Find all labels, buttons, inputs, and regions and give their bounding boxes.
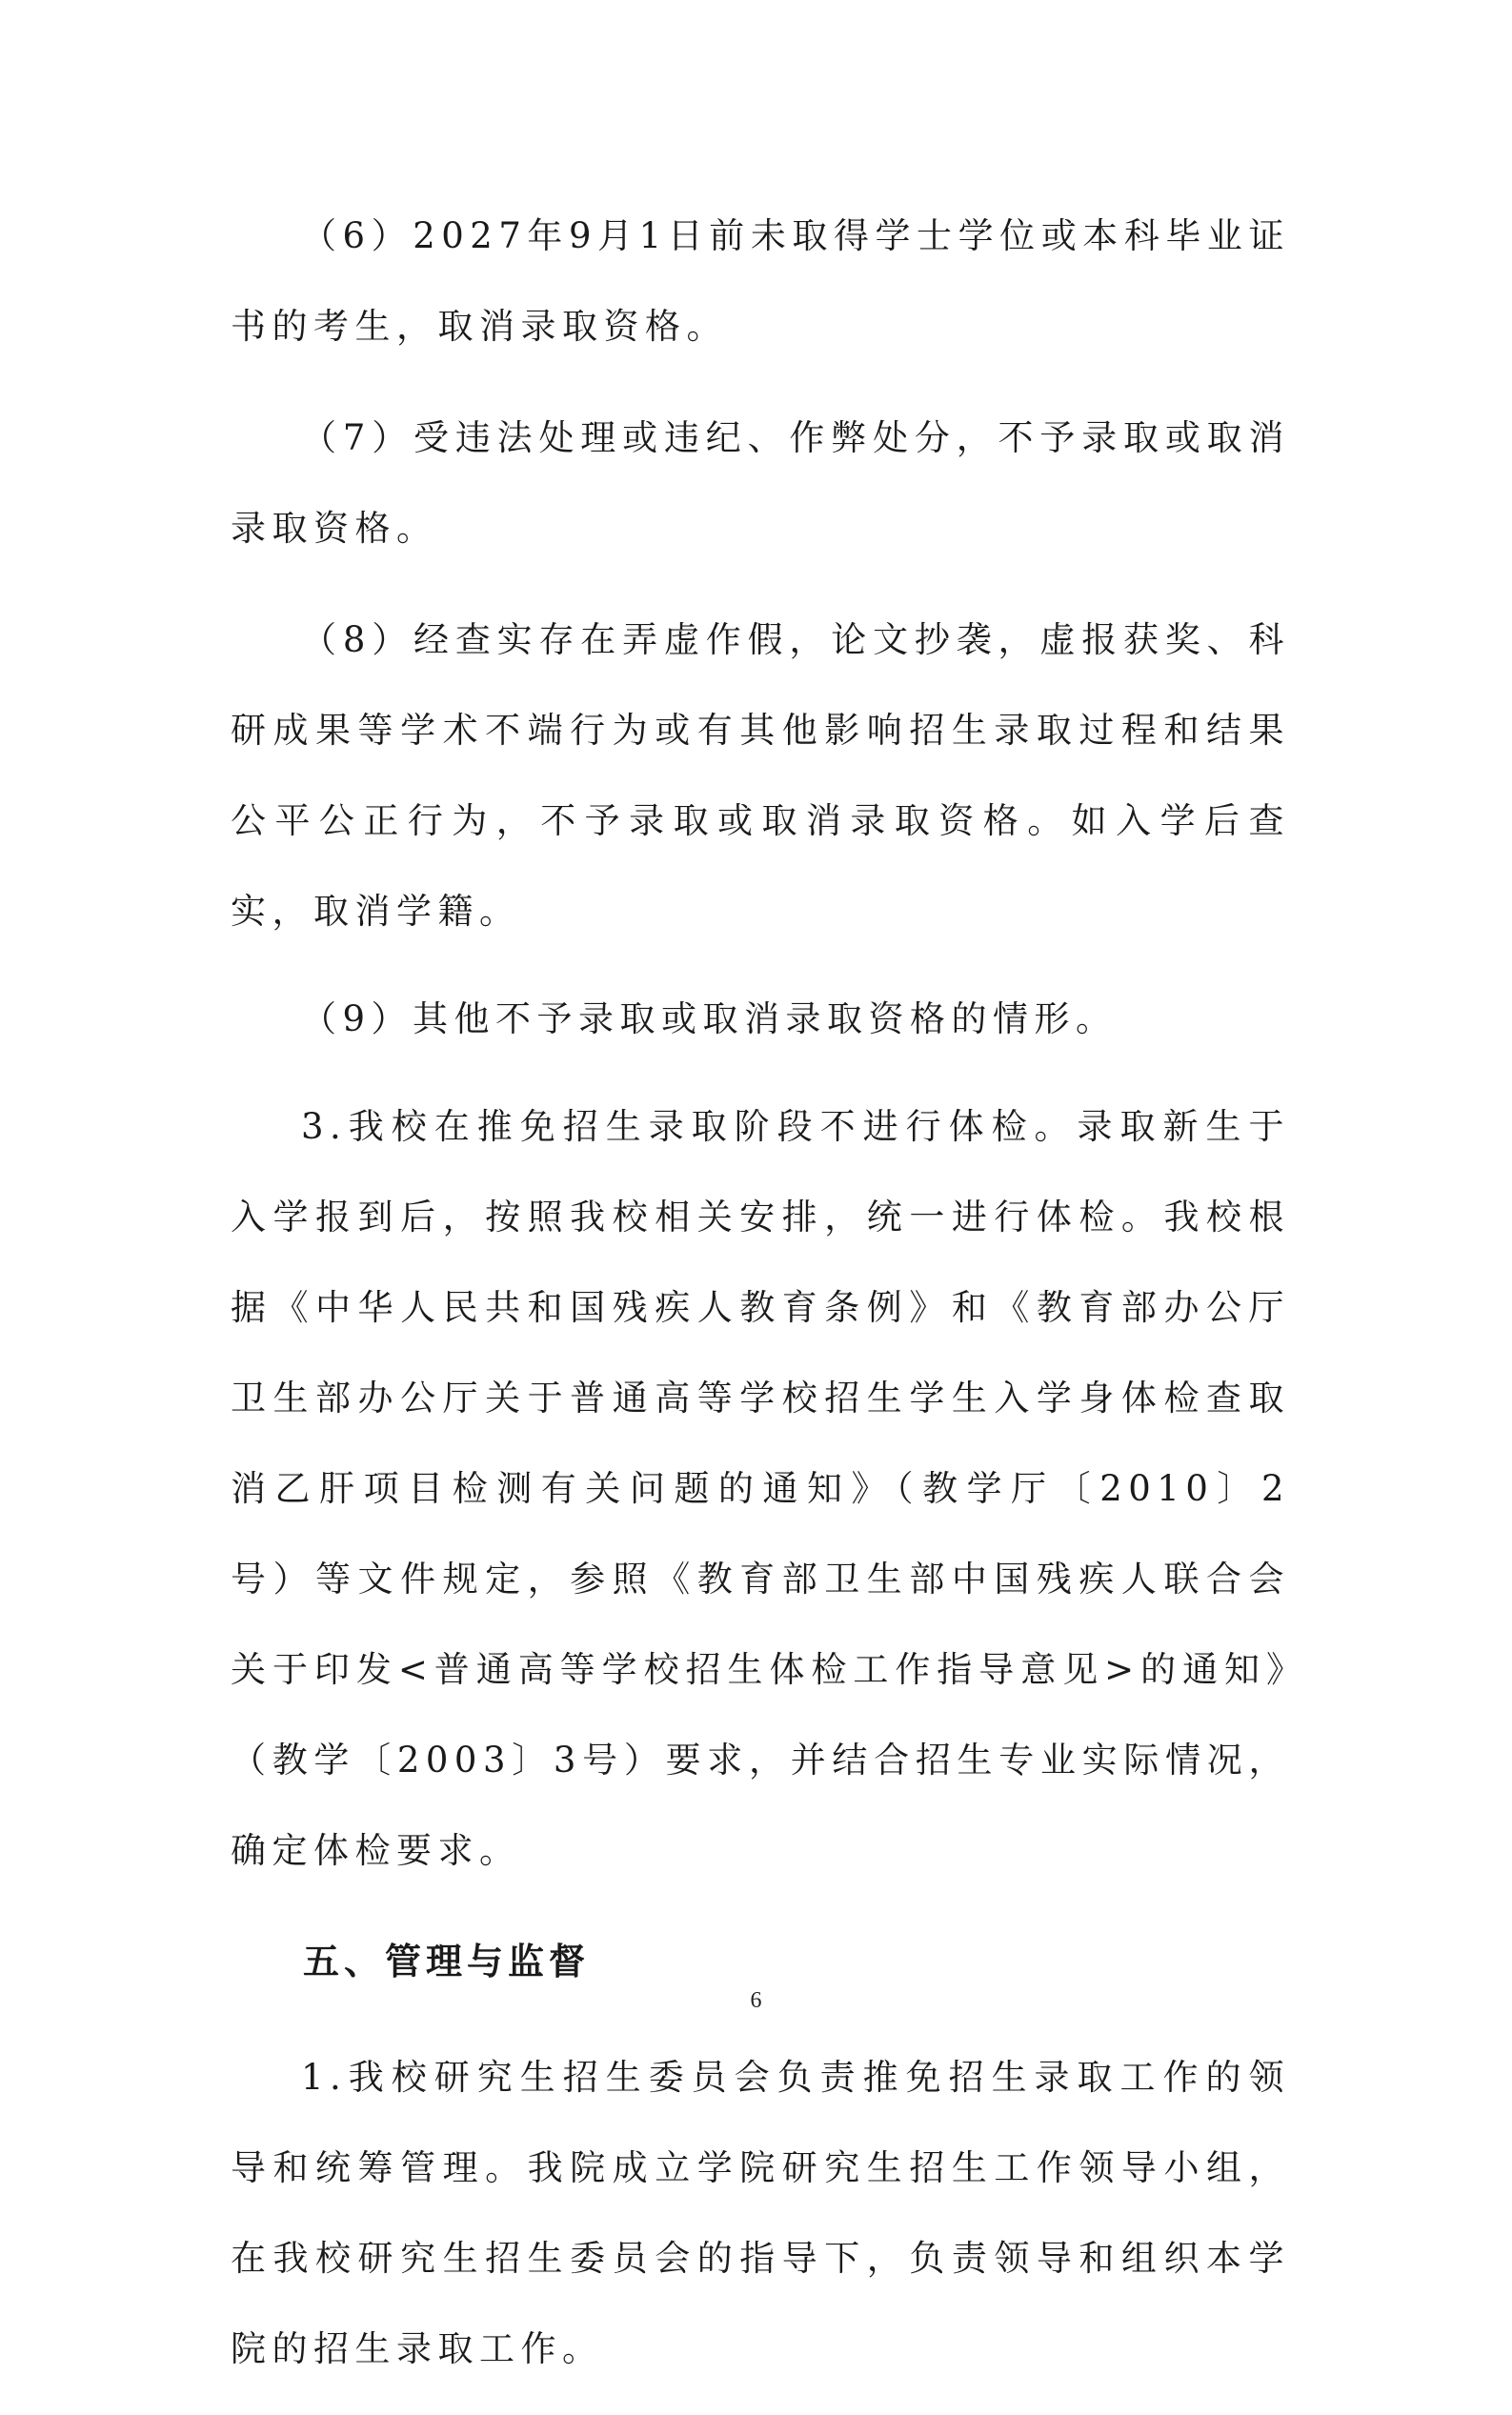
paragraph-management: 1.我校研究生招生委员会负责推免招生录取工作的领导和统筹管理。我院成立学院研究生招生工作领导小组，在我校研究生招生委员会的指导下，负责领导和组织本学院的招生录取工作。 xyxy=(231,2057,1290,2369)
paragraph-physical-exam: 3.我校在推免招生录取阶段不进行体检。录取新生于入学报到后，按照我校相关安排，统一进行体检。我校根据《中华人民共和国残疾人教育条例》和《教育部办公厅卫生部办公厅关于普通高等学校招生学生入学身体检查取消乙肝项目检测有关问题的通知》（教学厅〔2010〕2号）等文件规定，参照《教育部卫生部中国残疾人联合会关于印发<普通高等学校招生体检工作指导意见>的通知》（教学〔2003〕3号）要求，并结合招生专业实际情况，确定体检要求。 xyxy=(231,1106,1290,1871)
paragraph-item-8: （8）经查实存在弄虚作假，论文抄袭，虚报获奖、科研成果等学术不端行为或有其他影响招生录取过程和结果公平公正行为，不予录取或取消录取资格。如入学后查实，取消学籍。 xyxy=(231,619,1290,932)
paragraph-item-9: （9）其他不予录取或取消录取资格的情形。 xyxy=(301,998,1118,1039)
document-body xyxy=(231,191,1290,2415)
page-number: 6 xyxy=(750,1988,762,2013)
paragraph-item-7: （7）受违法处理或违纪、作弊处分，不予录取或取消录取资格。 xyxy=(231,417,1290,549)
paragraph-item-6: （6）2027年9月1日前未取得学士学位或本科毕业证书的考生，取消录取资格。 xyxy=(231,215,1290,347)
section-heading: 五、管理与监督 xyxy=(303,1941,591,1982)
